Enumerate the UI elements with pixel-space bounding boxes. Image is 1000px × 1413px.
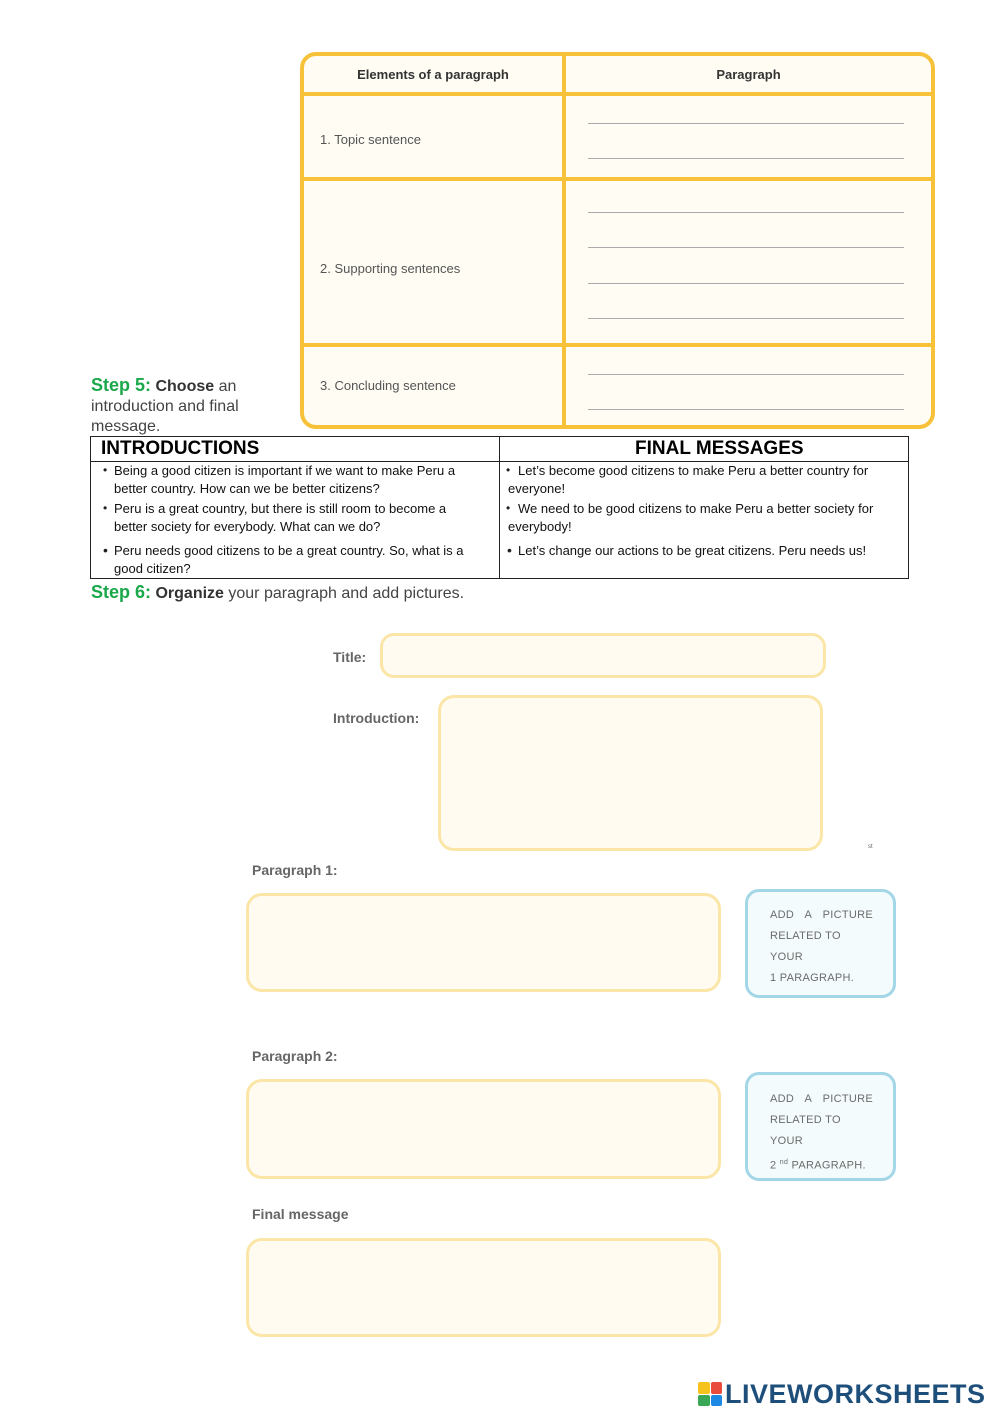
- choices-table: [90, 436, 909, 579]
- introductions-header: INTRODUCTIONS: [101, 438, 260, 459]
- pic-line: RELATED TO YOUR: [770, 930, 841, 963]
- writing-line[interactable]: [588, 123, 904, 124]
- introduction-option[interactable]: [114, 542, 464, 578]
- step6-verb: Organize: [155, 585, 224, 602]
- writing-line[interactable]: [588, 283, 904, 284]
- logo-icon: [698, 1382, 722, 1406]
- final-message-option[interactable]: [508, 462, 869, 498]
- logo-square: [698, 1395, 710, 1407]
- option-line: better society for everybody. What can we do?: [114, 519, 381, 534]
- step6-number: Step 6:: [91, 582, 152, 602]
- elements-table: [300, 52, 935, 429]
- step5-instruction: [91, 375, 296, 437]
- step5-verb: Choose: [155, 378, 215, 395]
- title-label: Title:: [333, 649, 367, 665]
- pic-text-sup: nd: [779, 1159, 789, 1166]
- pic-word: A: [804, 1093, 813, 1105]
- introduction-input[interactable]: [438, 695, 823, 851]
- bullet-icon: •: [103, 542, 108, 558]
- option-line: Being a good citizen is important if we want to make Peru a: [114, 463, 456, 478]
- row-divider: [304, 92, 931, 96]
- step5-number: Step 5:: [91, 375, 152, 395]
- column-divider: [562, 56, 566, 425]
- pic-word: PICTURE: [822, 909, 873, 921]
- title-input[interactable]: [380, 633, 826, 678]
- introduction-option[interactable]: [114, 462, 455, 498]
- final-message-option[interactable]: [508, 500, 874, 536]
- pic-text-part: PARAGRAPH.: [788, 1159, 866, 1172]
- paragraph-header: Paragraph: [716, 66, 781, 82]
- logo-square: [711, 1395, 723, 1407]
- step5-text: an: [214, 378, 237, 395]
- final-message-label: Final message: [252, 1206, 349, 1222]
- row-divider: [304, 343, 931, 347]
- bullet-icon: •: [507, 542, 512, 558]
- pic-text-part: 2: [770, 1159, 780, 1172]
- column-divider: [499, 437, 500, 578]
- bullet-icon: •: [103, 463, 108, 477]
- final-message-input[interactable]: [246, 1238, 721, 1337]
- supporting-sentences-label: 2. Supporting sentences: [320, 261, 461, 276]
- option-line: Let’s become good citizens to make Peru a better country for: [518, 463, 869, 478]
- paragraph2-label: Paragraph 2:: [252, 1048, 338, 1064]
- picture1-instruction: [770, 905, 873, 989]
- writing-line[interactable]: [588, 247, 904, 248]
- pic-line: 1 PARAGRAPH.: [770, 972, 855, 984]
- option-line: Peru needs good citizens to be a great country. So, what is a: [114, 543, 464, 558]
- elements-header: Elements of a paragraph: [357, 66, 509, 82]
- paragraph2-input[interactable]: [246, 1079, 721, 1179]
- picture2-instruction: [770, 1089, 873, 1177]
- concluding-sentence-label: 3. Concluding sentence: [320, 378, 456, 393]
- bullet-icon: •: [103, 501, 108, 515]
- pic-word: ADD: [770, 909, 795, 921]
- logo-square: [698, 1382, 710, 1394]
- picture1-box[interactable]: [745, 889, 896, 998]
- option-line: Let’s change our actions to be great citizens. Peru needs us!: [518, 543, 867, 558]
- step5-text: introduction and final: [91, 398, 239, 415]
- step6-text: your paragraph and add pictures.: [223, 585, 465, 602]
- pic-line: RELATED TO YOUR: [770, 1114, 841, 1147]
- option-line: Peru is a great country, but there is still room to become a: [114, 501, 447, 516]
- introduction-label: Introduction:: [333, 710, 420, 726]
- paragraph1-input[interactable]: [246, 893, 721, 992]
- bullet-icon: •: [506, 501, 511, 515]
- step6-instruction: [91, 581, 464, 605]
- logo-text: LIVEWORKSHEETS: [725, 1378, 986, 1409]
- topic-sentence-label: 1. Topic sentence: [320, 132, 421, 147]
- option-line: We need to be good citizens to make Peru a better society for: [518, 501, 874, 516]
- option-line: everybody!: [508, 519, 572, 534]
- writing-line[interactable]: [588, 318, 904, 319]
- paragraph1-label: Paragraph 1:: [252, 862, 338, 878]
- stray-mark: st: [868, 844, 873, 850]
- final-message-option[interactable]: [518, 542, 866, 560]
- writing-line[interactable]: [588, 212, 904, 213]
- writing-line[interactable]: [588, 409, 904, 410]
- picture2-box[interactable]: [745, 1072, 896, 1181]
- option-line: good citizen?: [114, 561, 191, 576]
- option-line: better country. How can we be better citizens?: [114, 481, 380, 496]
- writing-line[interactable]: [588, 374, 904, 375]
- writing-line[interactable]: [588, 158, 904, 159]
- introduction-option[interactable]: [114, 500, 446, 536]
- liveworksheets-logo: [698, 1378, 986, 1410]
- pic-line: [770, 1152, 873, 1177]
- step5-text: message.: [91, 418, 161, 435]
- pic-word: PICTURE: [822, 1093, 873, 1105]
- bullet-icon: •: [506, 463, 511, 477]
- row-divider: [304, 177, 931, 181]
- pic-word: A: [804, 909, 813, 921]
- final-messages-header: FINAL MESSAGES: [635, 438, 804, 459]
- option-line: everyone!: [508, 481, 566, 496]
- pic-word: ADD: [770, 1093, 795, 1105]
- logo-square: [711, 1382, 723, 1394]
